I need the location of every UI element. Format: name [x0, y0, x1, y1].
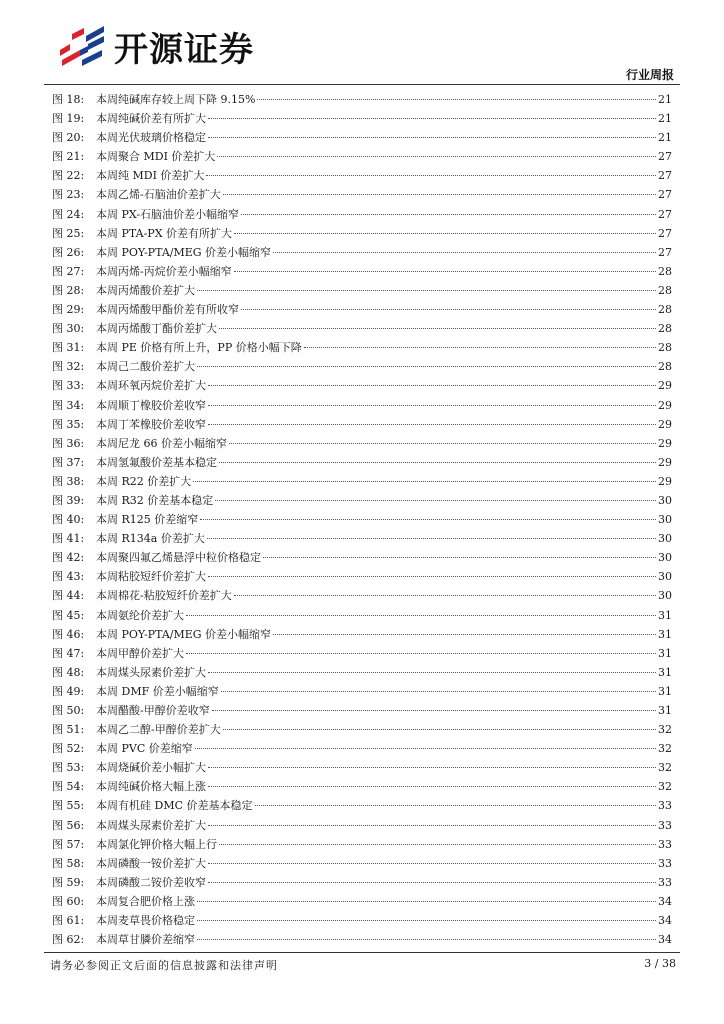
- figure-page: 30: [658, 493, 672, 507]
- figure-number: 图 35:: [52, 417, 85, 431]
- figure-number: 图 54:: [52, 780, 85, 794]
- figure-title: 本周聚四氟乙烯悬浮中粒价格稳定: [96, 551, 261, 565]
- dot-leader: [197, 920, 656, 921]
- dot-leader: [193, 481, 656, 482]
- figure-number: 图 62:: [52, 933, 85, 947]
- figure-title: 本周 PE 价格有所上升，PP 价格小幅下降: [96, 341, 302, 355]
- dot-leader: [229, 443, 656, 444]
- page-number: 3 / 38: [644, 957, 676, 970]
- dot-leader: [197, 901, 656, 902]
- dot-leader: [273, 634, 656, 635]
- toc-entry[interactable]: [52, 548, 672, 567]
- figure-title: 本周乙烯-石脑油价差扩大: [96, 188, 221, 202]
- dot-leader: [208, 424, 656, 425]
- dot-leader: [223, 729, 656, 730]
- toc-entry[interactable]: [52, 567, 672, 586]
- figure-title: 本周丙烯酸价差扩大: [96, 283, 195, 297]
- figure-number: 图 24:: [52, 207, 85, 221]
- figure-title: 本周聚合 MDI 价差扩大: [96, 150, 216, 164]
- toc-entry[interactable]: [52, 147, 672, 166]
- figure-number: 图 26:: [52, 245, 85, 259]
- figure-number: 图 41:: [52, 532, 85, 546]
- figure-number: 图 34:: [52, 398, 85, 412]
- toc-entry[interactable]: [52, 262, 672, 281]
- dot-leader: [208, 825, 656, 826]
- figure-number: 图 29:: [52, 303, 85, 317]
- toc-entry[interactable]: [52, 529, 672, 548]
- toc-entry[interactable]: [52, 777, 672, 796]
- toc-entry[interactable]: [52, 682, 672, 701]
- figure-title: 本周氢氟酸价差基本稳定: [96, 455, 217, 469]
- figure-number: 图 22:: [52, 169, 85, 183]
- figure-number: 图 28:: [52, 283, 85, 297]
- page-header: [0, 0, 724, 90]
- figure-title: 本周己二酸价差扩大: [96, 360, 195, 374]
- figure-page: 30: [658, 551, 672, 565]
- toc-entry[interactable]: [52, 625, 672, 644]
- figure-title: 本周麦草畏价格稳定: [96, 914, 195, 928]
- figure-page: 33: [658, 875, 672, 889]
- figure-title: 本周丙烯酸丁酯价差扩大: [96, 322, 217, 336]
- dot-leader: [215, 500, 656, 501]
- toc-entry[interactable]: [52, 90, 672, 109]
- figure-page: 27: [658, 207, 672, 221]
- figure-title: 本周丁苯橡胶价差收窄: [96, 417, 206, 431]
- toc-entry[interactable]: [52, 205, 672, 224]
- figure-index: [52, 90, 672, 949]
- figure-page: 33: [658, 856, 672, 870]
- figure-number: 图 49:: [52, 684, 85, 698]
- figure-title: 本周环氧丙烷价差扩大: [96, 379, 206, 393]
- figure-page: 33: [658, 818, 672, 832]
- dot-leader: [223, 194, 656, 195]
- toc-entry[interactable]: [52, 720, 672, 739]
- dot-leader: [221, 691, 656, 692]
- figure-title: 本周醋酸-甲醇价差收窄: [96, 704, 210, 717]
- toc-entry[interactable]: [52, 128, 672, 147]
- figure-page: 34: [658, 933, 672, 947]
- dot-leader: [219, 844, 656, 845]
- figure-page: 29: [658, 474, 672, 488]
- figure-title: 本周 R134a 价差扩大: [96, 532, 205, 546]
- toc-entry[interactable]: [52, 109, 672, 128]
- figure-title: 本周氯化钾价格大幅上行: [96, 837, 217, 851]
- dot-leader: [206, 175, 656, 176]
- dot-leader: [241, 309, 656, 310]
- figure-title: 本周 PTA-PX 价差有所扩大: [96, 226, 233, 240]
- figure-page: 27: [658, 188, 672, 202]
- dot-leader: [208, 118, 656, 119]
- figure-title: 本周煤头尿素价差扩大: [96, 818, 206, 832]
- figure-page: 21: [658, 93, 672, 106]
- figure-page: 28: [658, 264, 672, 278]
- header-divider: [44, 84, 680, 85]
- dot-leader: [217, 156, 656, 157]
- dot-leader: [208, 786, 656, 787]
- figure-title: 本周光伏玻璃价格稳定: [96, 131, 206, 145]
- figure-number: 图 51:: [52, 723, 85, 737]
- dot-leader: [273, 252, 656, 253]
- figure-page: 31: [658, 684, 672, 698]
- dot-leader: [234, 233, 656, 234]
- figure-title: 本周磷酸一铵价差扩大: [96, 856, 206, 870]
- figure-page: 32: [658, 723, 672, 737]
- figure-title: 本周纯 MDI 价差扩大: [96, 169, 205, 183]
- toc-entry[interactable]: [52, 835, 672, 854]
- company-logo: [58, 20, 298, 68]
- figure-page: 29: [658, 455, 672, 469]
- figure-number: 图 40:: [52, 513, 85, 527]
- figure-title: 本周 PX-石脑油价差小幅缩窄: [96, 207, 240, 221]
- toc-entry[interactable]: [52, 586, 672, 605]
- figure-title: 本周纯碱价差有所扩大: [96, 112, 206, 126]
- figure-page: 28: [658, 303, 672, 317]
- dot-leader: [212, 710, 656, 711]
- dot-leader: [234, 271, 656, 272]
- figure-title: 本周棉花-粘胶短纤价差扩大: [96, 589, 232, 603]
- dot-leader: [195, 748, 656, 749]
- figure-page: 29: [658, 417, 672, 431]
- dot-leader: [255, 805, 657, 806]
- figure-title: 本周丙烯-丙烷价差小幅缩窄: [96, 264, 232, 278]
- figure-number: 图 30:: [52, 322, 85, 336]
- toc-entry[interactable]: [52, 816, 672, 835]
- figure-number: 图 61:: [52, 914, 85, 928]
- dot-leader: [219, 462, 656, 463]
- figure-title: 本周烧碱价差小幅扩大: [96, 761, 206, 775]
- dot-leader: [241, 214, 656, 215]
- figure-title: 本周乙二醇-甲醇价差扩大: [96, 723, 221, 737]
- toc-entry[interactable]: [52, 854, 672, 873]
- figure-number: 图 44:: [52, 589, 85, 603]
- figure-number: 图 57:: [52, 837, 85, 851]
- toc-entry[interactable]: [52, 739, 672, 758]
- figure-page: 34: [658, 914, 672, 928]
- report-type-label: 行业周报: [625, 68, 674, 82]
- dot-leader: [304, 347, 656, 348]
- figure-title: 本周甲醇价差扩大: [96, 646, 184, 660]
- footer-divider: [44, 952, 680, 953]
- toc-entry[interactable]: [52, 453, 672, 472]
- figure-title: 本周丙烯酸甲酯价差有所收窄: [96, 303, 239, 317]
- toc-entry[interactable]: [52, 892, 672, 911]
- figure-page: 34: [658, 894, 672, 908]
- figure-title: 本周复合肥价格上涨: [96, 894, 195, 908]
- toc-entry[interactable]: [52, 224, 672, 243]
- figure-number: 图 53:: [52, 761, 85, 775]
- toc-entry[interactable]: [52, 930, 672, 949]
- toc-entry[interactable]: [52, 510, 672, 529]
- figure-number: 图 36:: [52, 436, 85, 450]
- figure-number: 图 23:: [52, 188, 85, 202]
- figure-number: 图 38:: [52, 474, 85, 488]
- toc-entry[interactable]: [52, 319, 672, 338]
- dot-leader: [207, 538, 656, 539]
- toc-entry[interactable]: [52, 166, 672, 185]
- figure-number: 图 18:: [52, 93, 85, 106]
- dot-leader: [208, 767, 656, 768]
- dot-leader: [186, 653, 656, 654]
- toc-entry[interactable]: [52, 338, 672, 357]
- figure-number: 图 27:: [52, 264, 85, 278]
- figure-title: 本周 DMF 价差小幅缩窄: [96, 684, 219, 698]
- figure-title: 本周磷酸二铵价差收窄: [96, 875, 206, 889]
- figure-page: 29: [658, 379, 672, 393]
- figure-number: 图 48:: [52, 665, 85, 679]
- figure-title: 本周 PVC 价差缩窄: [96, 742, 193, 756]
- toc-entry[interactable]: [52, 472, 672, 491]
- toc-entry[interactable]: [52, 281, 672, 300]
- figure-page: 32: [658, 780, 672, 794]
- dot-leader: [234, 595, 656, 596]
- toc-entry[interactable]: [52, 663, 672, 682]
- figure-number: 图 20:: [52, 131, 85, 145]
- figure-page: 28: [658, 322, 672, 336]
- figure-number: 图 55:: [52, 799, 85, 813]
- toc-entry[interactable]: [52, 357, 672, 376]
- figure-number: 图 59:: [52, 875, 85, 889]
- figure-number: 图 21:: [52, 150, 85, 164]
- figure-number: 图 52:: [52, 742, 85, 756]
- dot-leader: [186, 615, 656, 616]
- figure-number: 图 50:: [52, 704, 85, 717]
- dot-leader: [263, 557, 656, 558]
- figure-number: 图 19:: [52, 112, 85, 126]
- brand-name: 开源证券: [114, 30, 254, 70]
- figure-page: 21: [658, 112, 672, 126]
- toc-entry[interactable]: [52, 873, 672, 892]
- footer-disclaimer: 请务必参阅正文后面的信息披露和法律声明: [50, 959, 278, 972]
- toc-entry[interactable]: [52, 758, 672, 777]
- toc-entry[interactable]: [52, 606, 672, 625]
- toc-entry[interactable]: [52, 434, 672, 453]
- figure-number: 图 25:: [52, 226, 85, 240]
- figure-page: 31: [658, 627, 672, 641]
- figure-title: 本周 R125 价差缩窄: [96, 513, 199, 527]
- figure-page: 32: [658, 761, 672, 775]
- figure-page: 31: [658, 646, 672, 660]
- toc-entry[interactable]: [52, 701, 672, 720]
- dot-leader: [208, 576, 656, 577]
- dot-leader: [219, 328, 656, 329]
- figure-number: 图 43:: [52, 570, 85, 584]
- figure-page: 28: [658, 341, 672, 355]
- figure-title: 本周纯碱价格大幅上涨: [96, 780, 206, 794]
- toc-entry[interactable]: [52, 300, 672, 319]
- figure-title: 本周顺丁橡胶价差收窄: [96, 398, 206, 412]
- figure-title: 本周粘胶短纤价差扩大: [96, 570, 206, 584]
- figure-number: 图 33:: [52, 379, 85, 393]
- dot-leader: [257, 99, 656, 100]
- figure-number: 图 37:: [52, 455, 85, 469]
- figure-number: 图 39:: [52, 493, 85, 507]
- figure-title: 本周 R32 价差基本稳定: [96, 493, 214, 507]
- dot-leader: [208, 385, 656, 386]
- toc-entry[interactable]: [52, 243, 672, 262]
- figure-title: 本周 POY-PTA/MEG 价差小幅缩窄: [96, 627, 272, 641]
- figure-number: 图 45:: [52, 608, 85, 622]
- figure-title: 本周纯碱库存较上周下降 9.15%: [96, 93, 256, 106]
- figure-number: 图 60:: [52, 894, 85, 908]
- figure-title: 本周 R22 价差扩大: [96, 474, 192, 488]
- figure-number: 图 47:: [52, 646, 85, 660]
- figure-page: 33: [658, 837, 672, 851]
- toc-entry[interactable]: [52, 376, 672, 395]
- figure-page: 31: [658, 704, 672, 717]
- figure-page: 31: [658, 608, 672, 622]
- figure-page: 29: [658, 436, 672, 450]
- dot-leader: [197, 366, 656, 367]
- figure-page: 27: [658, 150, 672, 164]
- dot-leader: [208, 137, 656, 138]
- dot-leader: [208, 672, 656, 673]
- figure-page: 27: [658, 169, 672, 183]
- figure-page: 30: [658, 589, 672, 603]
- toc-entry[interactable]: [52, 796, 672, 815]
- figure-page: 30: [658, 532, 672, 546]
- figure-page: 31: [658, 665, 672, 679]
- toc-entry[interactable]: [52, 491, 672, 510]
- figure-number: 图 56:: [52, 818, 85, 832]
- figure-page: 32: [658, 742, 672, 756]
- figure-title: 本周有机硅 DMC 价差基本稳定: [96, 799, 253, 813]
- toc-entry[interactable]: [52, 185, 672, 204]
- figure-title: 本周草甘膦价差缩窄: [96, 933, 195, 947]
- figure-page: 28: [658, 283, 672, 297]
- figure-page: 30: [658, 513, 672, 527]
- logo-mark-icon: [58, 20, 108, 66]
- figure-number: 图 58:: [52, 856, 85, 870]
- toc-entry[interactable]: [52, 644, 672, 663]
- dot-leader: [208, 863, 656, 864]
- figure-number: 图 31:: [52, 341, 85, 355]
- figure-page: 33: [658, 799, 672, 813]
- figure-number: 图 42:: [52, 551, 85, 565]
- dot-leader: [197, 290, 656, 291]
- figure-page: 27: [658, 226, 672, 240]
- figure-number: 图 32:: [52, 360, 85, 374]
- figure-page: 29: [658, 398, 672, 412]
- dot-leader: [208, 882, 656, 883]
- figure-title: 本周 POY-PTA/MEG 价差小幅缩窄: [96, 245, 272, 259]
- dot-leader: [208, 405, 656, 406]
- toc-entry[interactable]: [52, 911, 672, 930]
- figure-title: 本周氨纶价差扩大: [96, 608, 184, 622]
- dot-leader: [200, 519, 656, 520]
- figure-page: 30: [658, 570, 672, 584]
- toc-entry[interactable]: [52, 415, 672, 434]
- figure-title: 本周尼龙 66 价差小幅缩窄: [96, 436, 227, 450]
- toc-entry[interactable]: [52, 396, 672, 415]
- figure-page: 28: [658, 360, 672, 374]
- figure-page: 21: [658, 131, 672, 145]
- figure-title: 本周煤头尿素价差扩大: [96, 665, 206, 679]
- dot-leader: [197, 939, 656, 940]
- figure-number: 图 46:: [52, 627, 85, 641]
- figure-page: 27: [658, 245, 672, 259]
